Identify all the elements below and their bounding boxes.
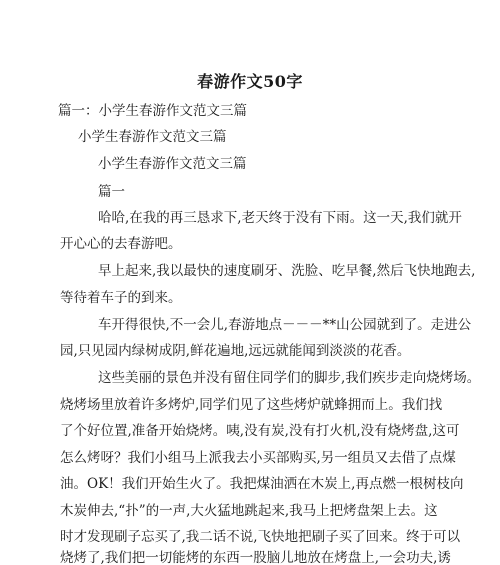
document-title: 春游作文50字	[197, 72, 303, 91]
paragraph-line: 油。OK！我们开始生火了。我把煤油洒在木炭上,再点燃一根树枝向	[60, 476, 464, 492]
paragraph-line: 早上起来,我以最快的速度刷牙、洗脸、吃早餐,然后飞快地跑去,	[98, 263, 476, 279]
paragraph-line: 车开得很快,不一会儿,春游地点－－－**山公园就到了。走进公	[98, 317, 472, 333]
paragraph-line: 烧烤了,我们把一切能烤的东西一股脑儿地放在烤盘上,一会功夫,诱	[60, 550, 451, 565]
paragraph-line: 烧烤场里放着许多烤炉,同学们见了这些烤炉就蜂拥而上。我们找	[60, 397, 443, 413]
paragraph-line: 了个好位置,准备开始烧烤。咦,没有炭,没有打火机,没有烧烤盘,这可	[60, 423, 460, 439]
section-heading: 篇一：小学生春游作文范文三篇	[58, 103, 247, 119]
paragraph-line: 哈哈,在我的再三恳求下,老天终于没有下雨。这一天,我们就开	[98, 210, 462, 226]
paragraph-line: 等待着车子的到来。	[60, 290, 182, 306]
paragraph-line: 木炭伸去,“扑”的一声,大火猛地跳起来,我马上把烤盘架上去。这	[60, 503, 438, 519]
paragraph-line: 开心心的去春游吧。	[60, 236, 182, 252]
paragraph-line: 时才发现刷子忘买了,我二话不说,飞快地把刷子买了回来。终于可以	[60, 529, 461, 545]
subheading: 小学生春游作文范文三篇	[98, 156, 247, 172]
paragraph-line: 园,只见园内绿树成阴,鲜花遍地,远远就能闻到淡淡的花香。	[60, 343, 411, 359]
section-label: 篇一	[98, 184, 125, 200]
paragraph-line: 这些美丽的景色并没有留住同学们的脚步,我们疾步走向烧烤场。	[98, 370, 481, 386]
paragraph-line: 怎么烤呀？我们小组马上派我去小买部购买,另一组员又去借了点煤	[60, 450, 456, 466]
subheading: 小学生春游作文范文三篇	[78, 129, 227, 145]
